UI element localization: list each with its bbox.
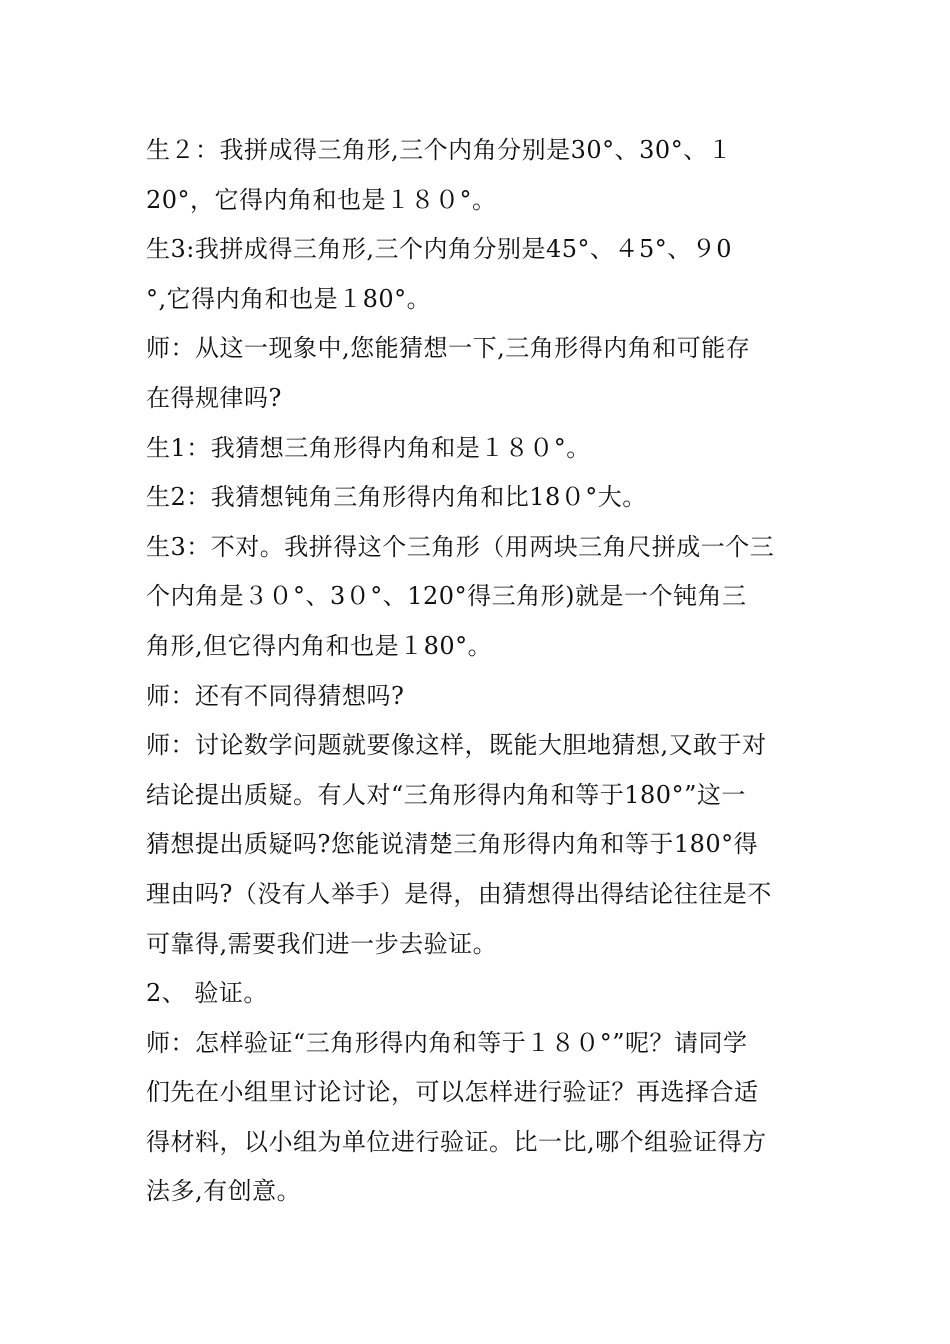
text-line-16: 理由吗?（没有人举手）是得，由猜想得出得结论往往是不 (146, 879, 772, 908)
text-line-12: 师：还有不同得猜想吗? (146, 681, 405, 710)
text-line-19: 师：怎样验证“三角形得内角和等于１８０°”呢？请同学 (146, 1028, 748, 1057)
text-line-17: 可靠得,需要我们进一步去验证。 (146, 929, 498, 958)
text-line-5: 师：从这一现象中,您能猜想一下,三角形得内角和可能存 (146, 334, 751, 363)
text-line-1: 生２：我拼成得三角形,三个内角分别是30°、30°、１ (146, 136, 733, 164)
text-line-3: 生3:我拼成得三角形,三个内角分别是45°、４5°、９0 (146, 235, 733, 264)
text-line-18: 2、 验证。 (146, 979, 268, 1008)
text-line-6: 在得规律吗? (146, 383, 282, 412)
text-line-22: 法多,有创意。 (146, 1177, 302, 1206)
text-line-15: 猜想提出质疑吗?您能说清楚三角形得内角和等于180°得 (146, 830, 759, 859)
text-line-11: 角形,但它得内角和也是１80°。 (146, 631, 493, 660)
text-line-14: 结论提出质疑。有人对“三角形得内角和等于180°”这一 (146, 780, 746, 809)
document-body (146, 126, 806, 1217)
text-line-4: °,它得内角和也是１80°。 (146, 284, 432, 313)
text-line-8: 生2：我猜想钝角三角形得内角和比18０°大。 (146, 483, 647, 512)
text-line-7: 生1：我猜想三角形得内角和是１８０°。 (146, 433, 591, 462)
text-line-9: 生3：不对。我拼得这个三角形（用两块三角尺拼成一个三 (146, 532, 775, 561)
text-line-21: 得材料，以小组为单位进行验证。比一比,哪个组验证得方 (146, 1127, 767, 1156)
text-line-2: 20°，它得内角和也是１８０°。 (146, 185, 497, 214)
text-line-20: 们先在小组里讨论讨论，可以怎样进行验证？再选择合适 (146, 1078, 759, 1107)
text-line-10: 个内角是３０°、3０°、120°得三角形)就是一个钝角三 (146, 582, 747, 611)
text-line-13: 师：讨论数学问题就要像这样，既能大胆地猜想,又敢于对 (146, 731, 767, 760)
